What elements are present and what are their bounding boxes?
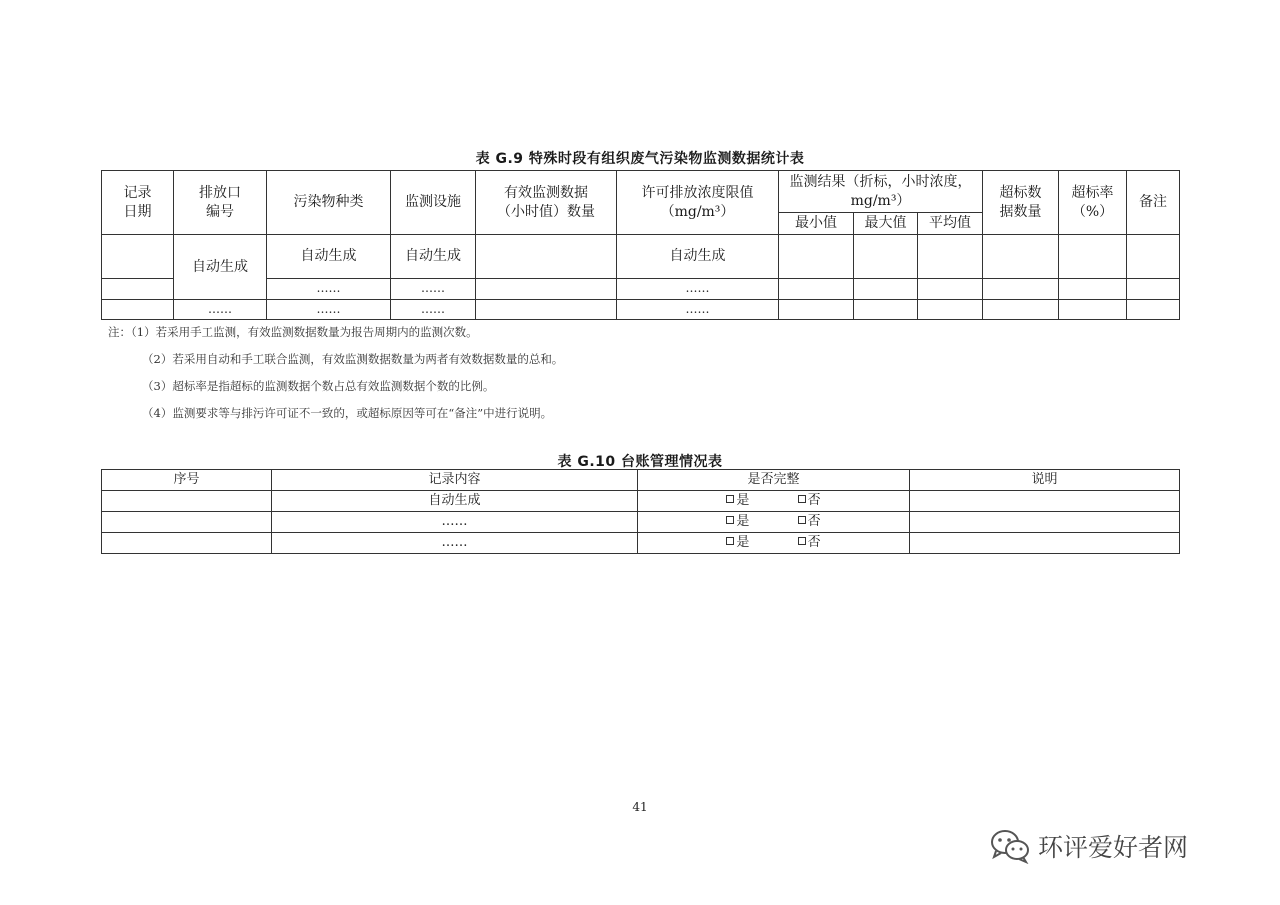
note-4: （4）监测要求等与排污许可证不一致的，或超标原因等可在“备注”中进行说明。 xyxy=(142,406,553,420)
yes-label: 是 xyxy=(736,492,750,508)
cell xyxy=(102,491,272,512)
cell-content: …… xyxy=(272,533,638,554)
note-2: （2）若采用自动和手工联合监测，有效监测数据数量为两者有效数据数量的总和。 xyxy=(142,352,564,366)
table-row xyxy=(102,533,1180,554)
header-complete: 是否完整 xyxy=(638,470,910,491)
header-valid-count: 有效监测数据（小时值）数量 xyxy=(476,171,617,235)
yes-label: 是 xyxy=(736,513,750,529)
header-no: 序号 xyxy=(102,470,272,491)
table-row xyxy=(102,300,1180,320)
header-content: 记录内容 xyxy=(272,470,638,491)
cell xyxy=(779,300,854,320)
watermark-text: 环评爱好者网 xyxy=(1038,833,1189,862)
cell-outlet: …… xyxy=(174,300,267,320)
cell xyxy=(1059,279,1127,300)
cell-content: 自动生成 xyxy=(272,491,638,512)
cell-facility: …… xyxy=(391,300,476,320)
checkbox-no[interactable] xyxy=(798,537,806,545)
cell xyxy=(102,279,174,300)
cell xyxy=(983,300,1059,320)
cell-facility: 自动生成 xyxy=(391,235,476,279)
cell xyxy=(910,533,1180,554)
table-row xyxy=(102,235,1180,279)
cell xyxy=(854,279,918,300)
cell-content: …… xyxy=(272,512,638,533)
no-label: 否 xyxy=(807,534,821,550)
cell xyxy=(102,300,174,320)
header-outlet: 排放口编号 xyxy=(174,171,267,235)
cell xyxy=(910,491,1180,512)
cell xyxy=(1059,235,1127,279)
cell xyxy=(983,279,1059,300)
cell xyxy=(983,235,1059,279)
header-date: 记录日期 xyxy=(102,171,174,235)
cell-limit: 自动生成 xyxy=(617,235,779,279)
cell xyxy=(854,300,918,320)
yes-label: 是 xyxy=(736,534,750,550)
no-label: 否 xyxy=(807,513,821,529)
header-desc: 说明 xyxy=(910,470,1180,491)
checkbox-yes[interactable] xyxy=(726,537,734,545)
table-row xyxy=(102,512,1180,533)
checkbox-no[interactable] xyxy=(798,495,806,503)
wechat-icon xyxy=(990,828,1030,864)
cell xyxy=(1127,300,1180,320)
header-remark: 备注 xyxy=(1127,171,1180,235)
header-min: 最小值 xyxy=(779,213,854,235)
cell xyxy=(779,279,854,300)
header-limit: 许可排放浓度限值（mg/m³） xyxy=(617,171,779,235)
cell xyxy=(102,235,174,279)
note-1: 注：（1）若采用手工监测，有效监测数据数量为报告周期内的监测次数。 xyxy=(108,325,478,339)
table-g10 xyxy=(101,469,1180,554)
cell xyxy=(779,235,854,279)
header-avg: 平均值 xyxy=(918,213,983,235)
table-g10-title: 表 G.10 台账管理情况表 xyxy=(557,454,723,470)
cell-complete xyxy=(638,491,910,512)
cell-pollutant: 自动生成 xyxy=(267,235,391,279)
cell-outlet: 自动生成 xyxy=(174,235,267,300)
note-3: （3）超标率是指超标的监测数据个数占总有效监测数据个数的比例。 xyxy=(142,379,495,393)
cell xyxy=(102,533,272,554)
cell-pollutant: …… xyxy=(267,279,391,300)
no-label: 否 xyxy=(807,492,821,508)
header-max: 最大值 xyxy=(854,213,918,235)
cell xyxy=(476,279,617,300)
watermark xyxy=(990,828,1188,864)
checkbox-yes[interactable] xyxy=(726,495,734,503)
cell-complete xyxy=(638,512,910,533)
cell-limit: …… xyxy=(617,300,779,320)
cell xyxy=(1059,300,1127,320)
header-facility: 监测设施 xyxy=(391,171,476,235)
checkbox-no[interactable] xyxy=(798,516,806,524)
cell xyxy=(918,279,983,300)
header-exceed-count: 超标数据数量 xyxy=(983,171,1059,235)
cell xyxy=(476,235,617,279)
cell xyxy=(102,512,272,533)
checkbox-yes[interactable] xyxy=(726,516,734,524)
cell xyxy=(1127,279,1180,300)
cell-limit: …… xyxy=(617,279,779,300)
cell xyxy=(476,300,617,320)
header-exceed-rate: 超标率（%） xyxy=(1059,171,1127,235)
table-row xyxy=(102,491,1180,512)
cell xyxy=(1127,235,1180,279)
page-number: 41 xyxy=(632,800,648,814)
cell xyxy=(854,235,918,279)
cell xyxy=(910,512,1180,533)
table-g9 xyxy=(101,170,1180,320)
header-result: 监测结果（折标，小时浓度，mg/m³） xyxy=(779,171,983,213)
cell xyxy=(918,235,983,279)
cell-facility: …… xyxy=(391,279,476,300)
table-g9-title: 表 G.9 特殊时段有组织废气污染物监测数据统计表 xyxy=(475,151,805,167)
cell xyxy=(918,300,983,320)
header-pollutant: 污染物种类 xyxy=(267,171,391,235)
cell-complete xyxy=(638,533,910,554)
cell-pollutant: …… xyxy=(267,300,391,320)
